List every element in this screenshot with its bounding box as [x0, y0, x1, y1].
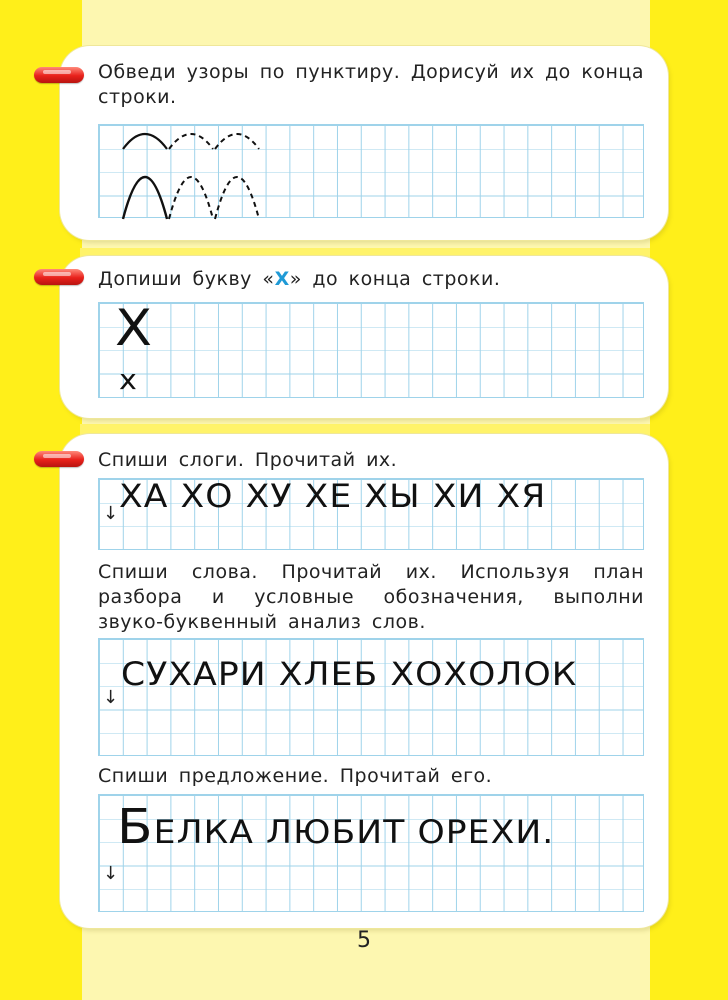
task2-instruction: Допиши букву «Х» до конца строки.	[98, 268, 501, 290]
down-arrow-icon: ↓	[103, 503, 119, 524]
red-bullet-icon	[34, 269, 84, 285]
sentence-grid	[98, 794, 644, 912]
task4-instruction: Спиши слова. Прочитай их. Используя план разбора и условные обозначения, выполни звуко-буквенный анализ слов.	[98, 561, 644, 633]
words-grid	[98, 638, 644, 756]
sample-letter-lower: х	[119, 363, 138, 396]
sentence-text	[117, 799, 554, 855]
dashed-large-arc	[215, 177, 259, 219]
sample-letter-upper: Х	[115, 299, 154, 357]
dashed-small-arc	[169, 134, 213, 149]
sentence-capital-letter: Б	[117, 799, 154, 855]
arc-pattern	[99, 125, 645, 219]
letter-grid	[98, 299, 644, 398]
solid-large-arc	[123, 177, 167, 219]
accent-letter: Х	[274, 268, 290, 290]
down-arrow-icon: ↓	[103, 863, 119, 884]
task1-instruction: Обведи узоры по пунктиру. Дорисуй их до конца строки.	[98, 61, 644, 108]
words-text: СУХАРИ ХЛЕБ ХОХОЛОК	[121, 655, 578, 693]
task3-instruction: Спиши слоги. Прочитай их.	[98, 449, 398, 471]
page-number: 5	[357, 928, 371, 953]
red-bullet-icon	[34, 451, 84, 467]
red-bullet-icon	[34, 67, 84, 83]
syllables-grid	[98, 478, 644, 550]
dashed-small-arc	[215, 134, 259, 149]
down-arrow-icon: ↓	[103, 687, 119, 708]
syllables-text: ХА ХО ХУ ХЕ ХЫ ХИ ХЯ	[119, 477, 547, 515]
sentence-rest: ЕЛКА ЛЮБИТ ОРЕХИ.	[153, 813, 555, 851]
dashed-large-arc	[169, 177, 213, 219]
task5-instruction: Спиши предложение. Прочитай его.	[98, 765, 493, 787]
solid-small-arc	[123, 134, 167, 149]
tracing-grid	[98, 124, 644, 218]
